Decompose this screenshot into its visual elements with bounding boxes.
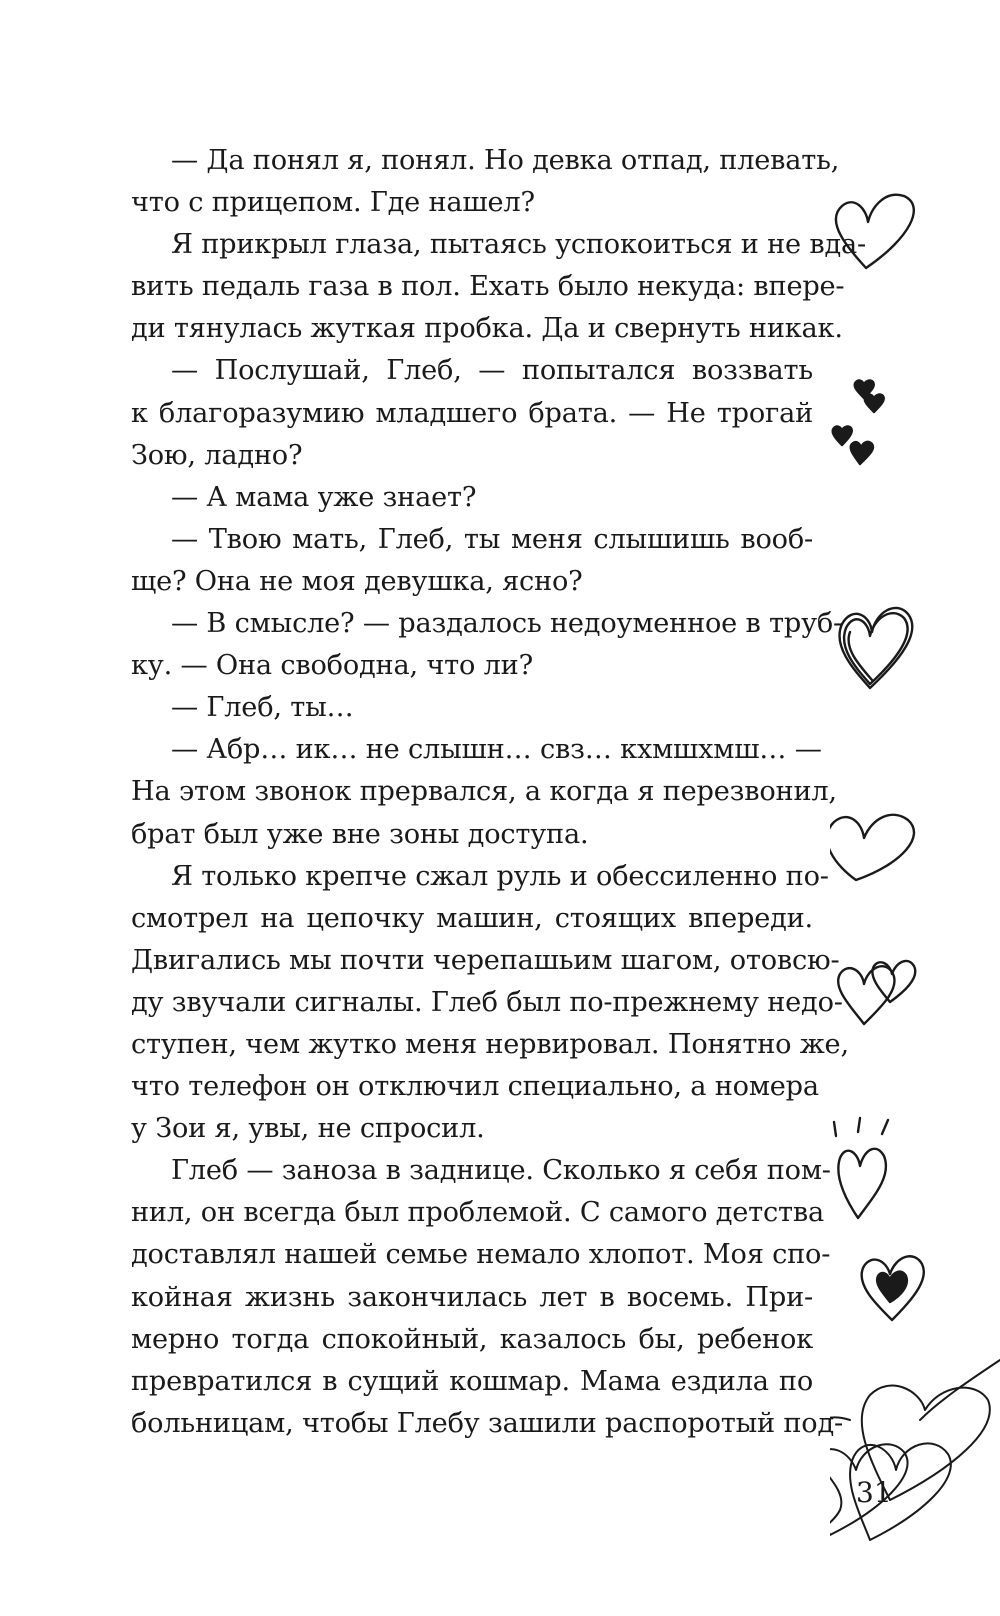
text-line: койная жизнь закончилась лет в восемь. При-	[131, 1281, 813, 1313]
heart-with-rays-icon	[834, 1118, 888, 1218]
text-line: брат был уже вне зоны доступа.	[131, 818, 589, 850]
text-line: нил, он всегда был проблемой. С самого детства	[131, 1197, 824, 1229]
body-text	[131, 140, 866, 1445]
text-line: Глеб — заноза в заднице. Сколько я себя пом-	[171, 1155, 831, 1187]
text-line: — Глеб, ты…	[171, 692, 354, 724]
text-line: мерно тогда спокойный, казалось бы, ребенок	[131, 1323, 813, 1355]
text-line: — Послушай, Глеб, — попытался воззвать	[171, 355, 813, 387]
text-line: доставлял нашей семье немало хлопот. Моя спо-	[131, 1239, 831, 1271]
text-line: ди тянулась жуткая пробка. Да и свернуть никак.	[131, 313, 843, 345]
heart-outline-icon	[830, 815, 914, 880]
text-line: Зою, ладно?	[131, 439, 303, 471]
text-line: что с прицепом. Где нашел?	[131, 187, 535, 219]
text-line: превратился в сущий кошмар. Мама ездила по	[131, 1365, 813, 1397]
text-line: Я прикрыл глаза, пытаясь успокоиться и не вда-	[171, 229, 866, 261]
text-line: к благоразумию младшего брата. — Не трогай	[131, 397, 813, 429]
text-line: больницам, чтобы Глебу зашили распоротый под-	[131, 1407, 843, 1439]
text-line: вить педаль газа в пол. Ехать было некуда: впере-	[131, 271, 845, 303]
text-line: ду звучали сигналы. Глеб был по-прежнему недо-	[131, 986, 843, 1018]
corner-hearts-swirl-icon	[830, 1360, 1000, 1570]
page-number: 31	[856, 1476, 892, 1509]
text-line: На этом звонок прервался, а когда я перезвонил,	[131, 776, 837, 808]
text-line: ще? Она не моя девушка, ясно?	[131, 565, 583, 597]
text-line: смотрел на цепочку машин, стоящих впереди.	[131, 902, 813, 934]
text-line: — Да понял я, понял. Но девка отпад, плевать,	[171, 145, 840, 176]
margin-decorations	[830, 0, 1000, 1616]
text-line: — Твою мать, Глеб, ты меня слышишь вооб-	[171, 523, 813, 555]
text-line: ступен, чем жутко меня нервировал. Понятно же,	[131, 1028, 849, 1060]
text-line: — А мама уже знает?	[171, 481, 477, 513]
text-line: у Зои я, увы, не спросил.	[131, 1113, 485, 1145]
text-line: — Абр… ик… не слышн… свз… кхмшхмш… —	[171, 734, 822, 766]
heart-outline-icon	[836, 195, 914, 268]
filled-heart-icon	[862, 1256, 924, 1320]
scribbled-heart-icon	[839, 608, 912, 688]
text-line: — В смысле? — раздалось недоуменное в труб-	[171, 608, 843, 640]
text-line: что телефон он отключил специально, а номера	[131, 1071, 819, 1103]
small-hearts-cluster-icon	[833, 381, 884, 464]
text-line: Двигались мы почти черепашьим шагом, отовсю-	[131, 944, 840, 976]
text-line: Я только крепче сжал руль и обессиленно по-	[171, 860, 829, 892]
double-heart-icon	[838, 961, 915, 1024]
text-line: ку. — Она свободна, что ли?	[131, 650, 533, 682]
